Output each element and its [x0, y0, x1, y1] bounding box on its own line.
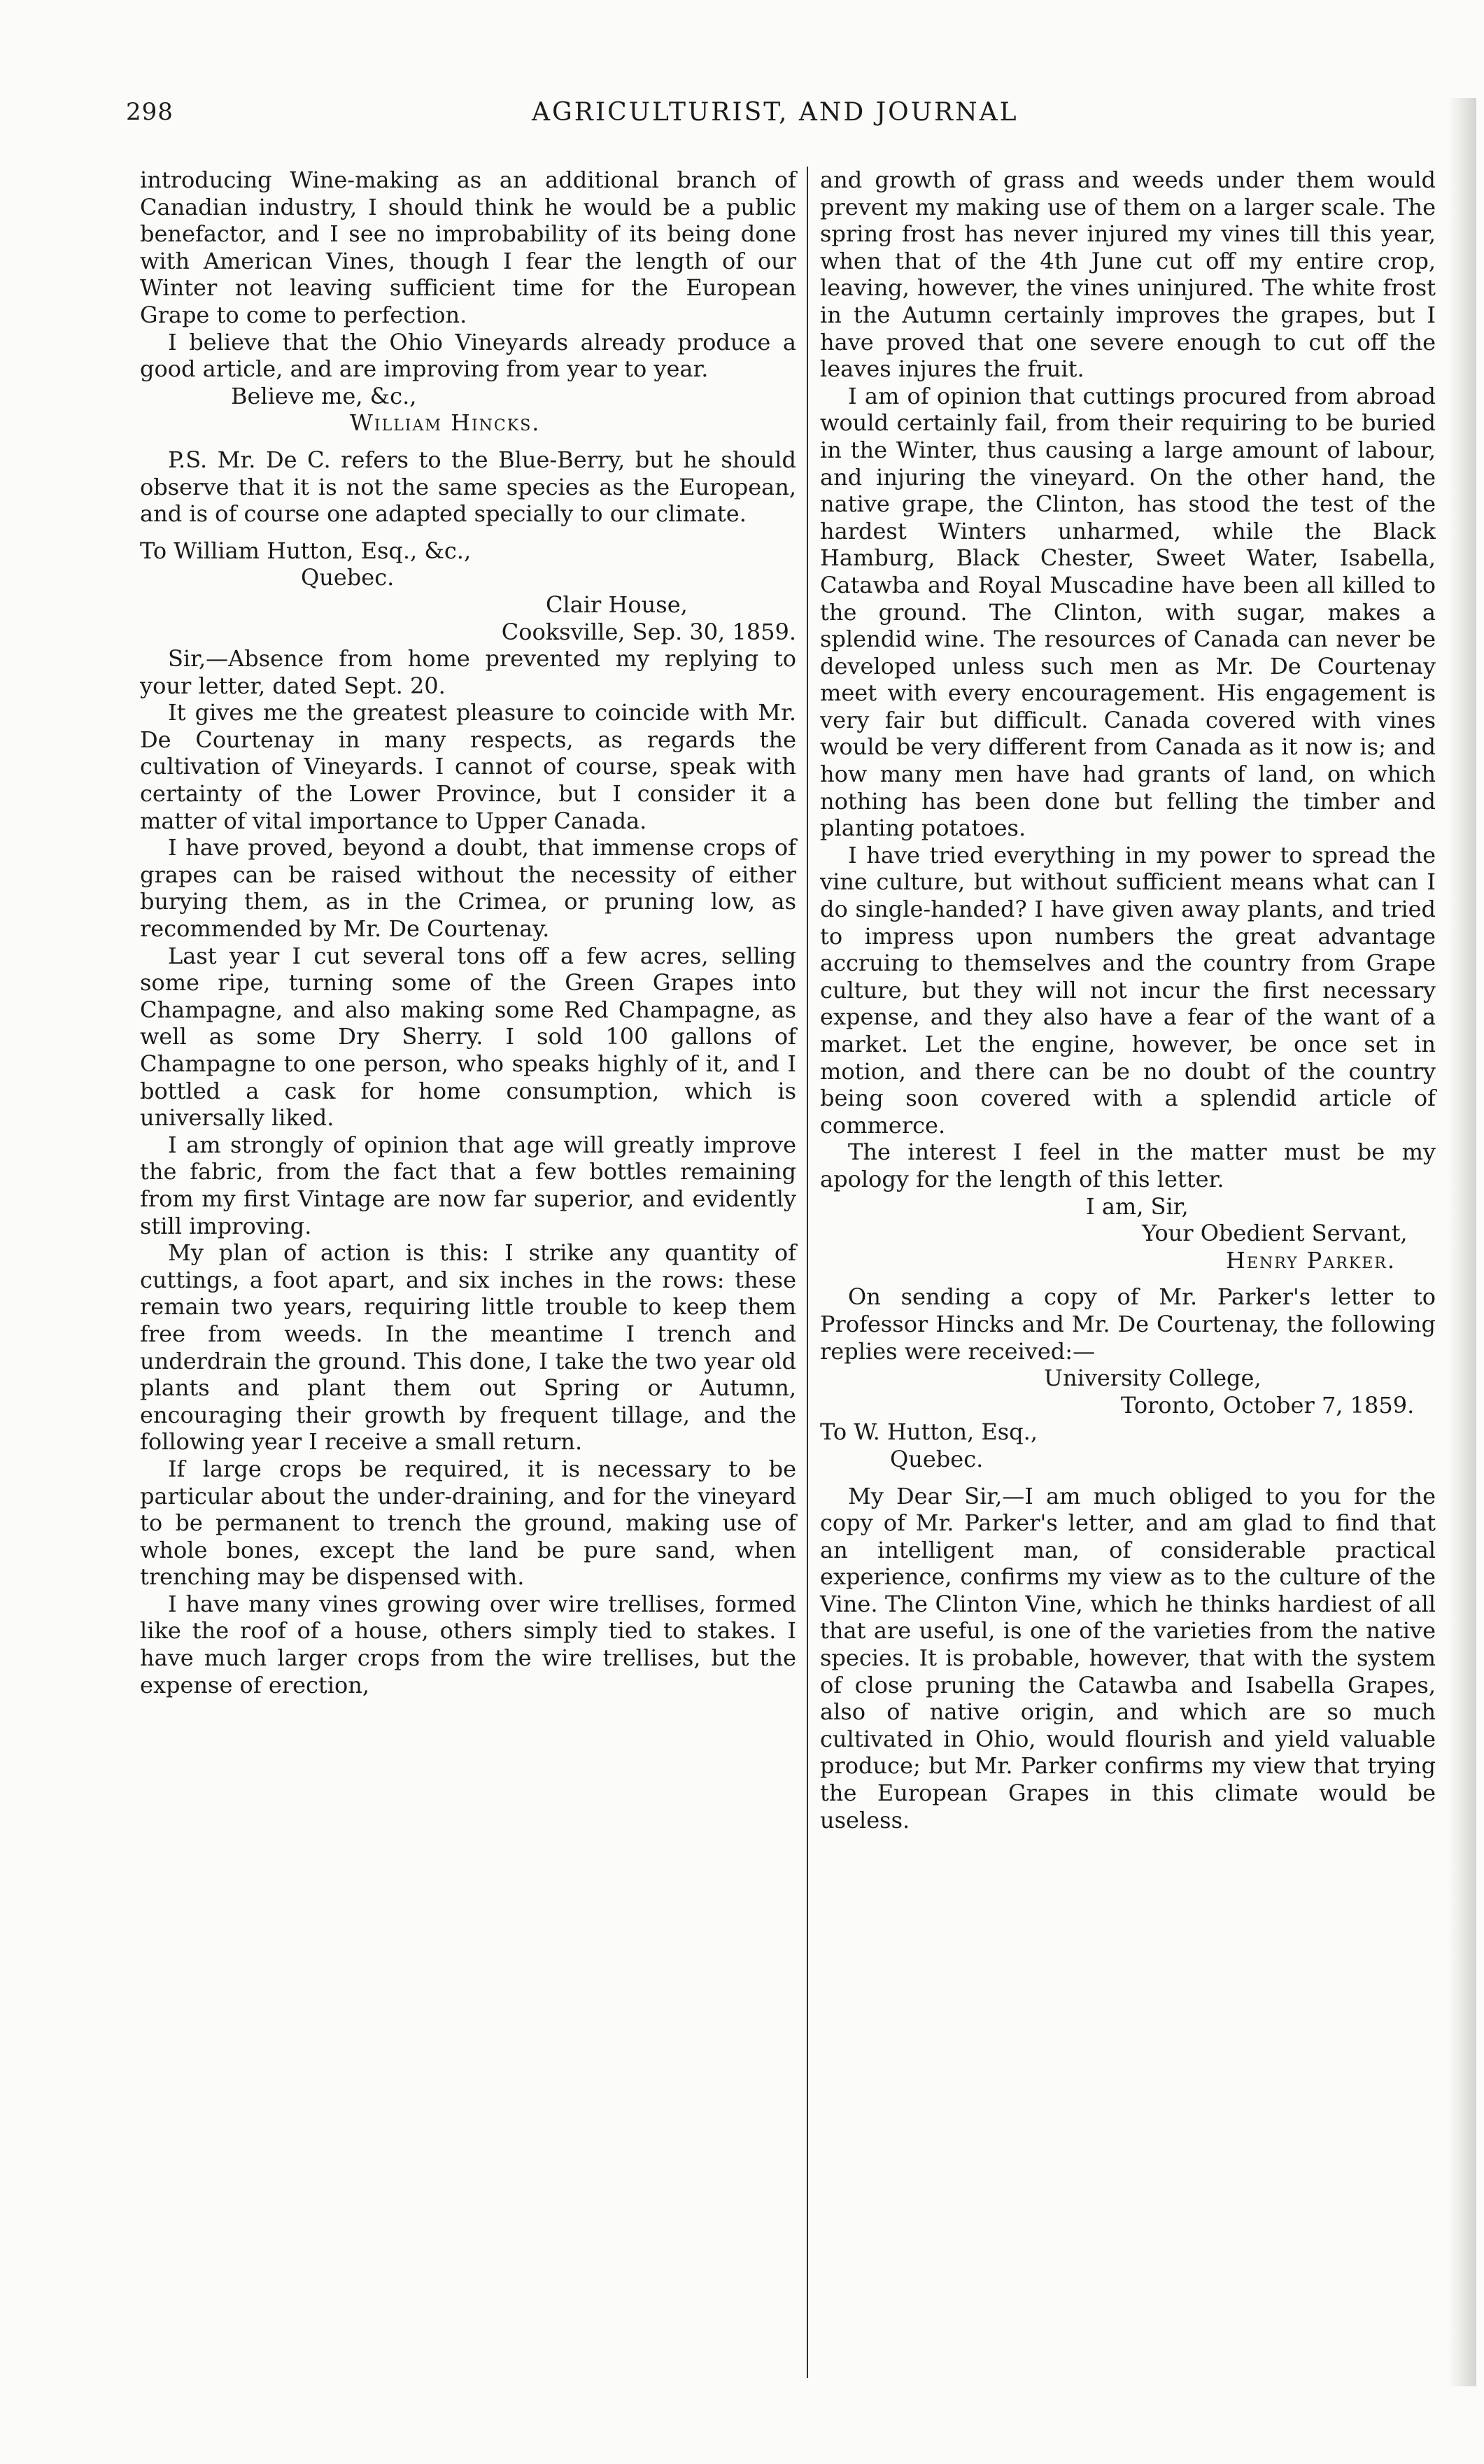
- signature: William Hincks.: [350, 409, 541, 437]
- letter-date: Cooksville, Sep. 30, 1859.: [501, 618, 796, 645]
- address-line: Quebec.: [890, 1445, 984, 1472]
- paragraph: I have proved, beyond a doubt, that immense crops of grapes can be raised without the necessity of either burying them, as in the Crimea, or pruning low, as recommended by Mr. De Courtenay.: [140, 834, 796, 943]
- signature: Henry Parker.: [1226, 1246, 1397, 1274]
- letter-place: University College,: [1044, 1365, 1262, 1392]
- page-edge-shadow: [1448, 98, 1476, 2386]
- postscript: P.S. Mr. De C. refers to the Blue-Berry, but he should observe that it is not the same species as the European, and is of course one adapted specially to our climate.: [140, 446, 796, 528]
- paragraph: Sir,—Absence from home prevented my replying to your letter, dated Sept. 20.: [140, 645, 796, 699]
- paragraph: I believe that the Ohio Vineyards already produce a good article, and are improving from year to year.: [140, 328, 796, 383]
- right-column: [820, 167, 1436, 1833]
- paragraph: I have tried everything in my power to spread the vine culture, but without sufficient means what can I do single-handed? I have given away plants, and tried to impress upon numbers the great advantage accruing to themselves and the country from Grape culture, but they will not incur the first necessary expense, and they also have a fear of the want of a market. Let the engine, however, be once set in motion, and there can be no doubt of the country being soon covered with a splendid article of commerce.: [820, 841, 1436, 1139]
- page-number: 298: [126, 98, 174, 126]
- paragraph: On sending a copy of Mr. Parker's letter to Professor Hincks and Mr. De Courtenay, the following replies were received:—: [820, 1283, 1436, 1365]
- paragraph: and growth of grass and weeds under them would prevent my making use of them on a larger scale. The spring frost has never injured my vines till this year, when that of the 4th June cut off my entire crop, leaving, however, the vines uninjured. The white frost in the Autumn certainly improves the grapes, but I have proved that one severe enough to cut off the leaves injures the fruit.: [820, 167, 1436, 383]
- paragraph: If large crops be required, it is necessary to be particular about the under-draining, and for the vineyard to be permanent to trench the ground, making use of whole bones, except the land be pure sand, when trenching may be dispensed with.: [140, 1455, 796, 1591]
- paragraph: I am of opinion that cuttings procured from abroad would certainly fail, from their requiring to be buried in the Winter, thus causing a large amount of labour, and injuring the vineyard. On the other hand, the native grape, the Clinton, has stood the test of the hardest Winters unharmed, while the Black Hamburg, Black Chester, Sweet Water, Isabella, Catawba and Royal Muscadine have been all killed to the ground. The Clinton, with sugar, makes a splendid wine. The resources of Canada can never be developed unless such men as Mr. De Courtenay meet with every encouragement. His engagement is very fair but difficult. Canada covered with vines would be very different from Canada as it now is; and how many men have had grants of land, on which nothing has been done but felling the timber and planting potatoes.: [820, 382, 1436, 842]
- letter-place: Clair House,: [546, 591, 688, 618]
- paragraph: My plan of action is this: I strike any quantity of cuttings, a foot apart, and six inches in the rows: these remain two years, requiring little trouble to keep them free from weeds. In the meantime I trench and underdrain the ground. This done, I take the two year old plants and plant them out Spring or Autumn, encouraging their growth by frequent tillage, and the following year I receive a small return.: [140, 1239, 796, 1456]
- column-divider: [807, 167, 808, 2378]
- left-column: [140, 167, 796, 1698]
- paragraph: It gives me the greatest pleasure to coincide with Mr. De Courtenay in many respects, as regards the cultivation of Vineyards. I cannot of course, speak with certainty of the Lower Province, but I consider it a matter of vital importance to Upper Canada.: [140, 699, 796, 834]
- running-title: AGRICULTURIST, AND JOURNAL: [532, 98, 1019, 127]
- address-line: To W. Hutton, Esq.,: [820, 1418, 1038, 1446]
- paragraph: introducing Wine-making as an additional branch of Canadian industry, I should think he would be a public benefactor, and I see no improbability of its being done with American Vines, though I fear the length of our Winter not leaving sufficient time for the European Grape to come to perfection.: [140, 167, 796, 328]
- letter-date: Toronto, October 7, 1859.: [1121, 1391, 1415, 1418]
- page-header: [0, 98, 1484, 140]
- letter-closing: Believe me, &c.,: [231, 382, 417, 409]
- letter-closing: Your Obedient Servant,: [1142, 1220, 1408, 1247]
- letter-closing: I am, Sir,: [1086, 1192, 1189, 1220]
- paragraph: The interest I feel in the matter must be my apology for the length of this letter.: [820, 1139, 1436, 1192]
- paragraph: Last year I cut several tons off a few acres, selling some ripe, turning some of the Green Grapes into Champagne, and also making some Red Champagne, as well as some Dry Sherry. I sold 100 gallons of Champagne to one person, who speaks highly of it, and I bottled a cask for home consumption, which is universally liked.: [140, 942, 796, 1132]
- address-line: To William Hutton, Esq., &c.,: [140, 537, 472, 564]
- address-line: Quebec.: [301, 564, 395, 591]
- paragraph: My Dear Sir,—I am much obliged to you for the copy of Mr. Parker's letter, and am glad to find that an intelligent man, of considerable practical experience, confirms my view as to the culture of the Vine. The Clinton Vine, which he thinks hardiest of all that are useful, is one of the varieties from the native species. It is probable, however, that with the system of close pruning the Catawba and Isabella Grapes, also of native origin, and which are so much cultivated in Ohio, would flourish and yield valuable produce; but Mr. Parker confirms my view that trying the European Grapes in this climate would be useless.: [820, 1482, 1436, 1833]
- paragraph: I am strongly of opinion that age will greatly improve the fabric, from the fact that a few bottles remaining from my first Vintage are now far superior, and evidently still improving.: [140, 1131, 796, 1239]
- paragraph: I have many vines growing over wire trellises, formed like the roof of a house, others simply tied to stakes. I have much larger crops from the wire trellises, but the expense of erection,: [140, 1590, 796, 1698]
